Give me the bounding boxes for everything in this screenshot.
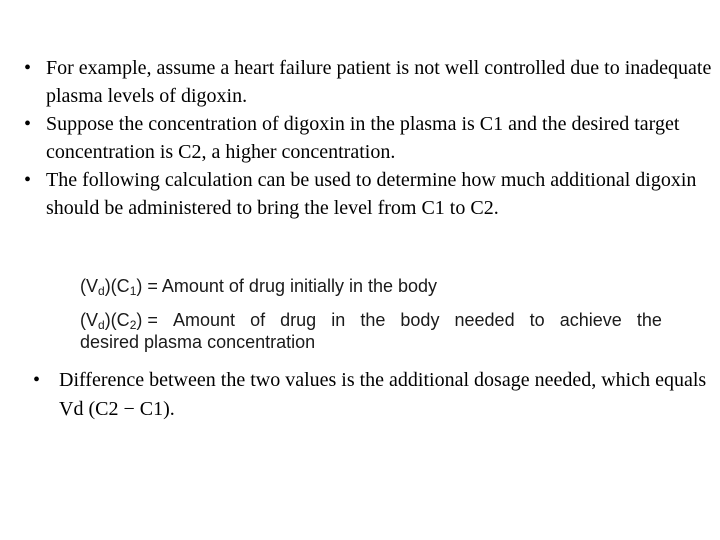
formula-word: the	[636, 310, 662, 330]
bullet-list	[20, 55, 715, 223]
formula-line-1	[80, 276, 437, 298]
formula-line-3: desired plasma concentration	[80, 332, 316, 352]
bullet-text-4: Difference between the two values is the additional dosage needed, which equals Vd (C2 − C1).	[59, 369, 707, 420]
formula-word: the	[360, 310, 386, 330]
bullet-item-1	[20, 55, 715, 110]
formula-word: body	[400, 310, 440, 330]
bullet-item-4	[33, 366, 713, 424]
formula-text: ) = Amount of drug initially in the body	[136, 276, 438, 296]
bullet-text-3: The following calculation can be used to determine how much additional digoxin should be administered to bring the level from C1 to C2.	[46, 169, 697, 219]
bullet-text-1: For example, assume a heart failure patient is not well controlled due to inadequate plasma levels of digoxin.	[46, 57, 712, 107]
bullet-text-2: Suppose the concentration of digoxin in the plasma is C1 and the desired target concentration is C2, a higher concentration.	[46, 113, 680, 163]
bullet-item-3	[20, 167, 715, 222]
formula-word: of	[250, 310, 266, 330]
formula-word: in	[331, 310, 346, 330]
formula-word: drug	[280, 310, 317, 330]
bullet-dot: •	[24, 169, 32, 191]
formula-word: to	[529, 310, 545, 330]
formula-word: $(V_d)(C_2)$ =	[80, 310, 158, 332]
final-bullet-list	[33, 366, 713, 424]
bullet-dot: •	[24, 57, 32, 79]
formula-word: needed	[454, 310, 515, 330]
bullet-dot: •	[33, 369, 41, 391]
formula-subscript: d	[98, 284, 105, 298]
bullet-dot: •	[24, 113, 32, 135]
formula-word: Amount	[172, 310, 235, 330]
formula-subscript: 1	[129, 284, 137, 298]
formula-text: )(C	[104, 276, 130, 296]
formula-word: achieve	[559, 310, 622, 330]
bullet-item-2	[20, 111, 715, 166]
formula-line-2	[80, 310, 662, 332]
formula-text: (V	[80, 276, 98, 296]
